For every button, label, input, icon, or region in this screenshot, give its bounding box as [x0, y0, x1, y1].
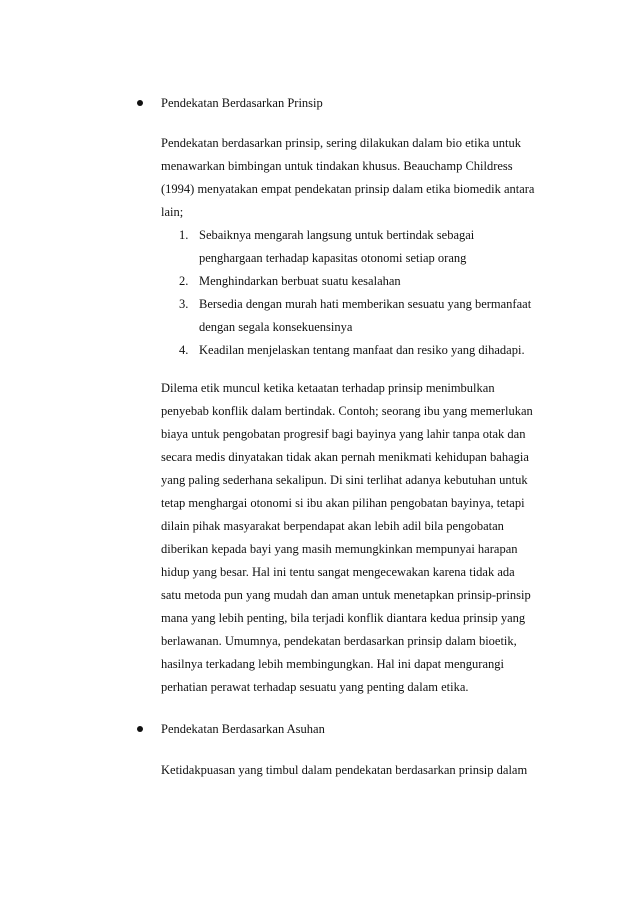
paragraph-line: Pendekatan berdasarkan prinsip, sering dilakukan dalam bio etika untuk	[161, 136, 521, 150]
principles-list	[161, 224, 561, 362]
list-line: dengan segala konsekuensinya	[199, 320, 353, 334]
bullet-icon	[137, 100, 143, 106]
paragraph-line: hasilnya terkadang lebih membingungkan. Hal ini dapat mengurangi	[161, 657, 504, 671]
paragraph-line: menawarkan bimbingan untuk tindakan khusus. Beauchamp Childress	[161, 159, 513, 173]
paragraph-line: lain;	[161, 205, 184, 219]
section-title: Pendekatan Berdasarkan Prinsip	[161, 96, 323, 110]
paragraph-line: dilain pihak masyarakat berpendapat akan lebih adil bila pengobatan	[161, 519, 504, 533]
list-line: Keadilan menjelaskan tentang manfaat dan resiko yang dihadapi.	[199, 343, 525, 357]
paragraph-line: (1994) menyatakan empat pendekatan prinsip dalam etika biomedik antara	[161, 182, 535, 196]
section-heading-prinsip	[0, 93, 638, 115]
list-item	[161, 270, 561, 293]
list-number: 3.	[179, 297, 189, 311]
section-heading-asuhan	[0, 719, 638, 741]
paragraph-line: penyebab konflik dalam bertindak. Contoh; seorang ibu yang memerlukan	[161, 404, 533, 418]
list-number: 4.	[179, 343, 189, 357]
bullet-icon	[137, 726, 143, 732]
paragraph-line: Dilema etik muncul ketika ketaatan terhadap prinsip menimbulkan	[161, 381, 495, 395]
list-number: 1.	[179, 228, 189, 242]
paragraph-line: yang paling sederhana sekalipun. Di sini terlihat adanya kebutuhan untuk	[161, 473, 528, 487]
section-title: Pendekatan Berdasarkan Asuhan	[161, 722, 325, 736]
list-item	[161, 293, 561, 339]
paragraph-line: tetap menghargai otonomi si ibu akan pilihan pengobatan bayinya, tetapi	[161, 496, 525, 510]
paragraph-line: hidup yang besar. Hal ini tentu sangat mengecewakan karena tidak ada	[161, 565, 515, 579]
paragraph-line: diberikan kepada bayi yang masih memungkinkan mempunyai harapan	[161, 542, 518, 556]
list-line: Menghindarkan berbuat suatu kesalahan	[199, 274, 401, 288]
dilemma-paragraph	[161, 377, 551, 699]
intro-paragraph	[161, 132, 551, 224]
paragraph-line: biaya untuk pengobatan progresif bagi bayinya yang lahir tanpa otak dan	[161, 427, 526, 441]
list-item	[161, 339, 561, 362]
paragraph-line: Ketidakpuasan yang timbul dalam pendekatan berdasarkan prinsip dalam	[161, 763, 528, 777]
list-item	[161, 224, 561, 270]
paragraph-line: berlawanan. Umumnya, pendekatan berdasarkan prinsip dalam bioetik,	[161, 634, 517, 648]
paragraph-line: satu metoda pun yang mudah dan aman untuk menetapkan prinsip-prinsip	[161, 588, 531, 602]
paragraph-line: mana yang lebih penting, bila terjadi konflik diantara kedua prinsip yang	[161, 611, 526, 625]
list-number: 2.	[179, 274, 189, 288]
paragraph-line: secara medis dinyatakan tidak akan pernah menikmati kehidupan bahagia	[161, 450, 529, 464]
list-line: Bersedia dengan murah hati memberikan sesuatu yang bermanfaat	[199, 297, 532, 311]
asuhan-paragraph	[161, 759, 551, 782]
list-line: Sebaiknya mengarah langsung untuk bertindak sebagai	[199, 228, 475, 242]
list-line: penghargaan terhadap kapasitas otonomi setiap orang	[199, 251, 467, 265]
paragraph-line: perhatian perawat terhadap sesuatu yang penting dalam etika.	[161, 680, 469, 694]
